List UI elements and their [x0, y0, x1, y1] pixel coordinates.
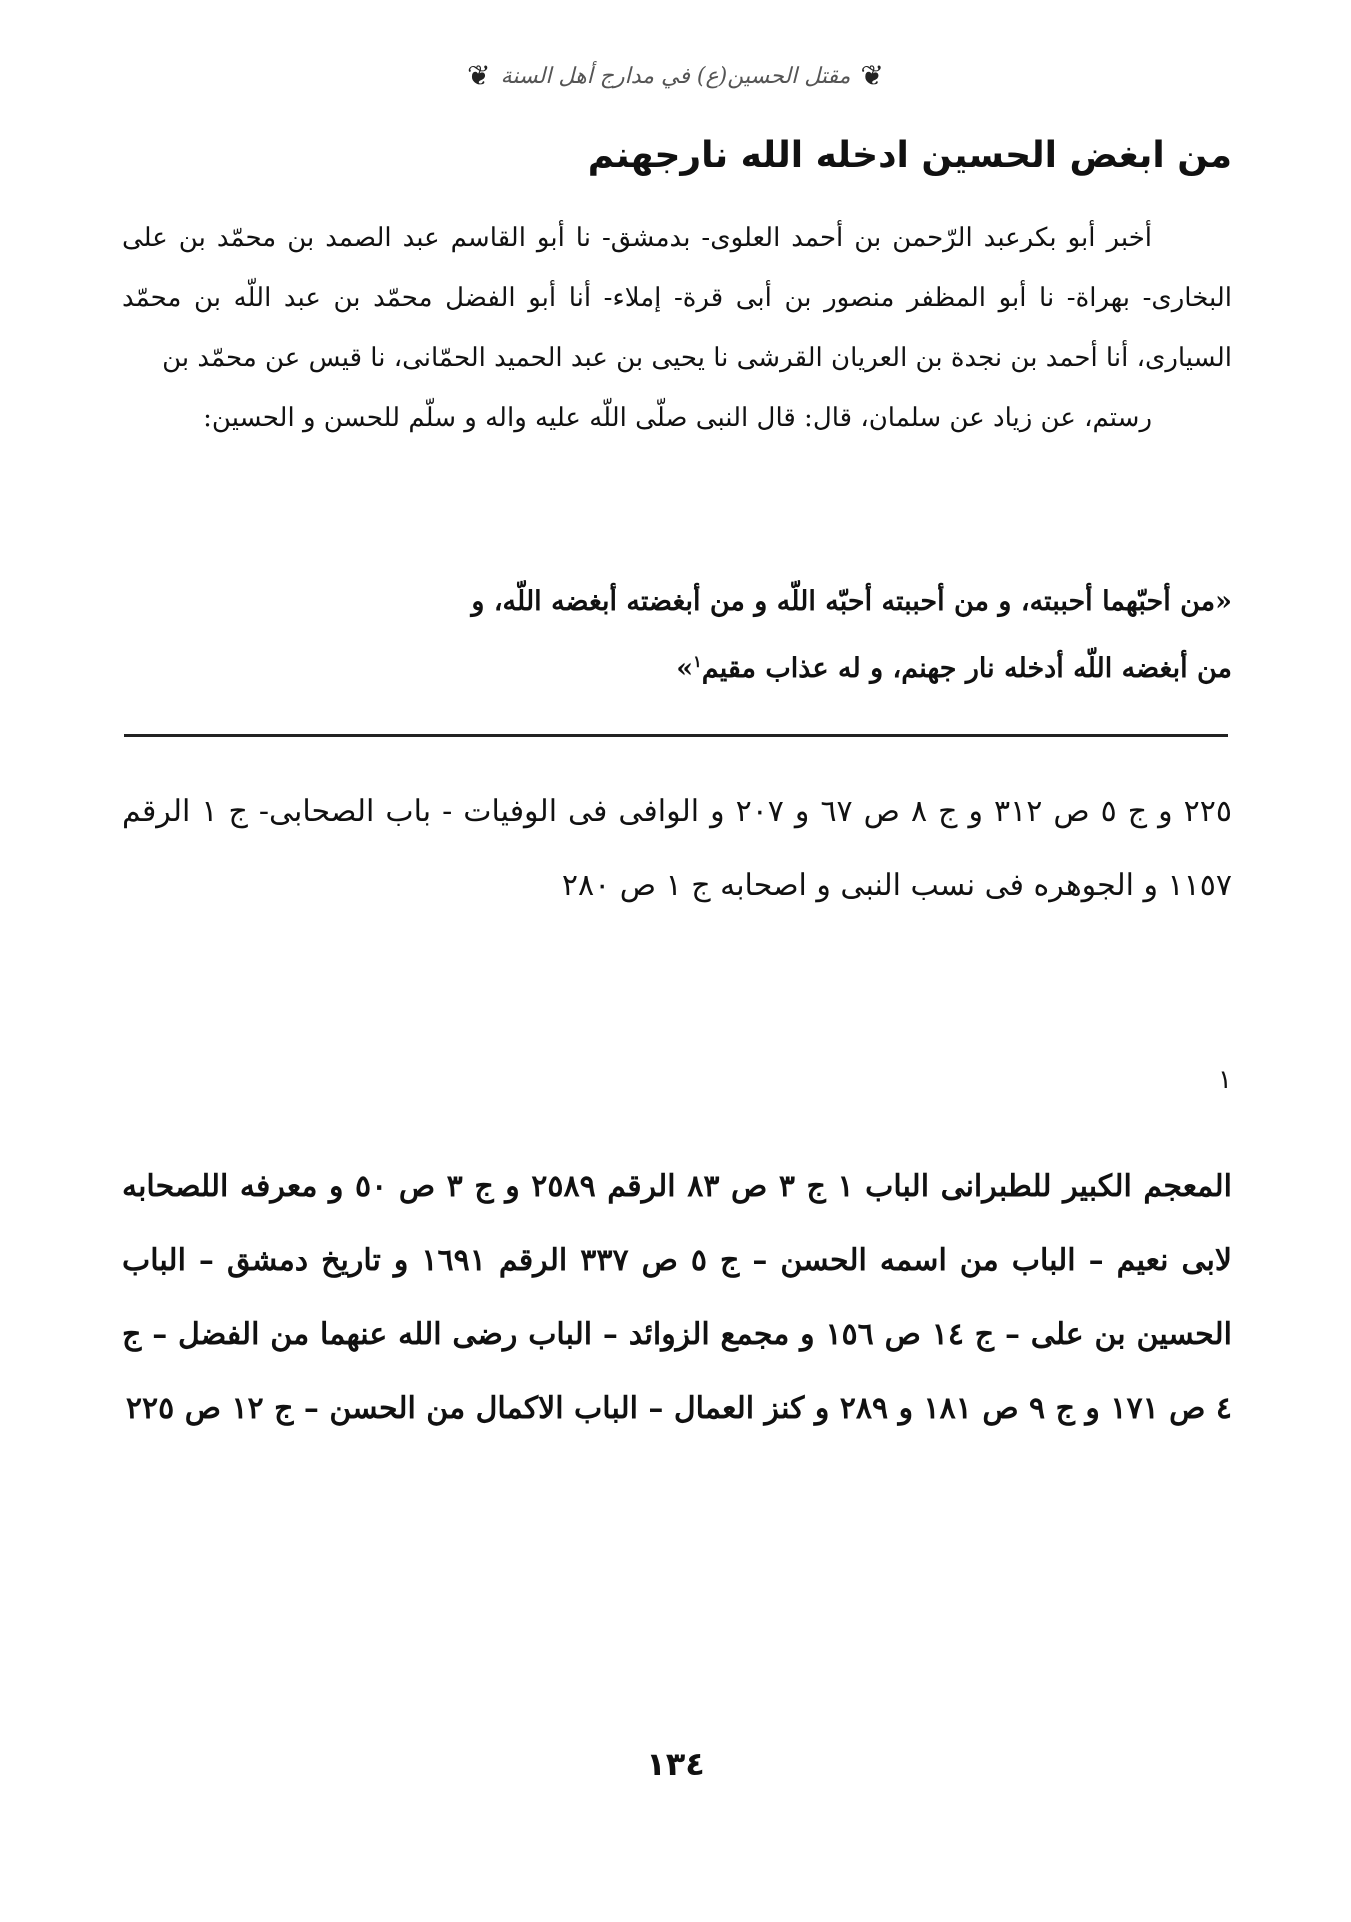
running-title: مقتل الحسين(ع) في مدارج أهل السنة: [500, 63, 851, 89]
quote-line-1: «من أحبّهما أحببته، و من أحببته أحبّه اللّه و من أبغضته أبغضه اللّه، و: [471, 586, 1232, 617]
paragraph-2: رستم، عن زياد عن سلمان، قال: قال النبى صلّى اللّه عليه واله و سلّم للحسن و الحسين:: [203, 403, 1152, 433]
ornament-icon: ❦: [860, 59, 884, 92]
hadith-quote: [122, 572, 1351, 699]
page-number: ١٣٤: [646, 1745, 705, 1783]
footnote: [122, 1150, 1232, 1446]
ornament-icon: ❦: [467, 59, 491, 92]
footnote-number: ١: [1218, 1065, 1232, 1095]
footnote-marker: ١: [693, 652, 702, 671]
paragraph-1: أخبر أبو بكرعبد الرّحمن بن أحمد العلوى- بدمشق- نا أبو القاسم عبد الصمد بن محمّد بن على البخارى- بهراة- نا أبو المظفر منصور بن أبى قرة- إملاء- أنا أبو الفضل محمّد بن عبد اللّه بن محمّد السيارى، أنا أحمد بن نجدة بن العريان القرشى نا يحيى بن عبد الحميد الحمّانى، نا قيس عن محمّد بن: [122, 223, 1232, 373]
footnote-divider: [124, 734, 1228, 737]
quote-line-2: [122, 632, 1232, 699]
running-header: [0, 59, 1351, 92]
section-title: من ابغض الحسين ادخله الله نارجهنم: [587, 135, 1232, 176]
footnote-continued-text: ٢٢٥ و ج ٥ ص ٣١٢ و ج ٨ ص ٦٧ و ٢٠٧ و الوافى فى الوفيات - باب الصحابى- ج ١ الرقم ١١٥٧ و الجوهره فى نسب النبى و اصحابه ج ١ ص ٢٨٠: [122, 794, 1233, 903]
footnote-continued: [122, 775, 1232, 923]
hadith-chain: [122, 208, 1232, 448]
footnote-text: المعجم الكبير للطبرانى الباب ١ ج ٣ ص ٨٣ الرقم ٢٥٨٩ و ج ٣ ص ٥٠ و معرفه اللصحابه لابى نعيم – الباب من اسمه الحسن – ج ٥ ص ٣٣٧ الرقم ١٦٩١ و تاريخ دمشق – الباب الحسين بن على – ج ١٤ ص ١٥٦ و مجمع الزوائد – الباب رضى الله عنهما من الفضل – ج ٤ ص ١٧١ و ج ٩ ص ١٨١ و ٢٨٩ و كنز العمال – الباب الاكمال من الحسن – ج ١٢ ص ٢٢٥: [122, 1169, 1232, 1426]
quote-line-2-text: من أبغضه اللّه أدخله نار جهنم، و له عذاب مقيم: [701, 653, 1232, 684]
quote-closing: »: [676, 653, 694, 684]
